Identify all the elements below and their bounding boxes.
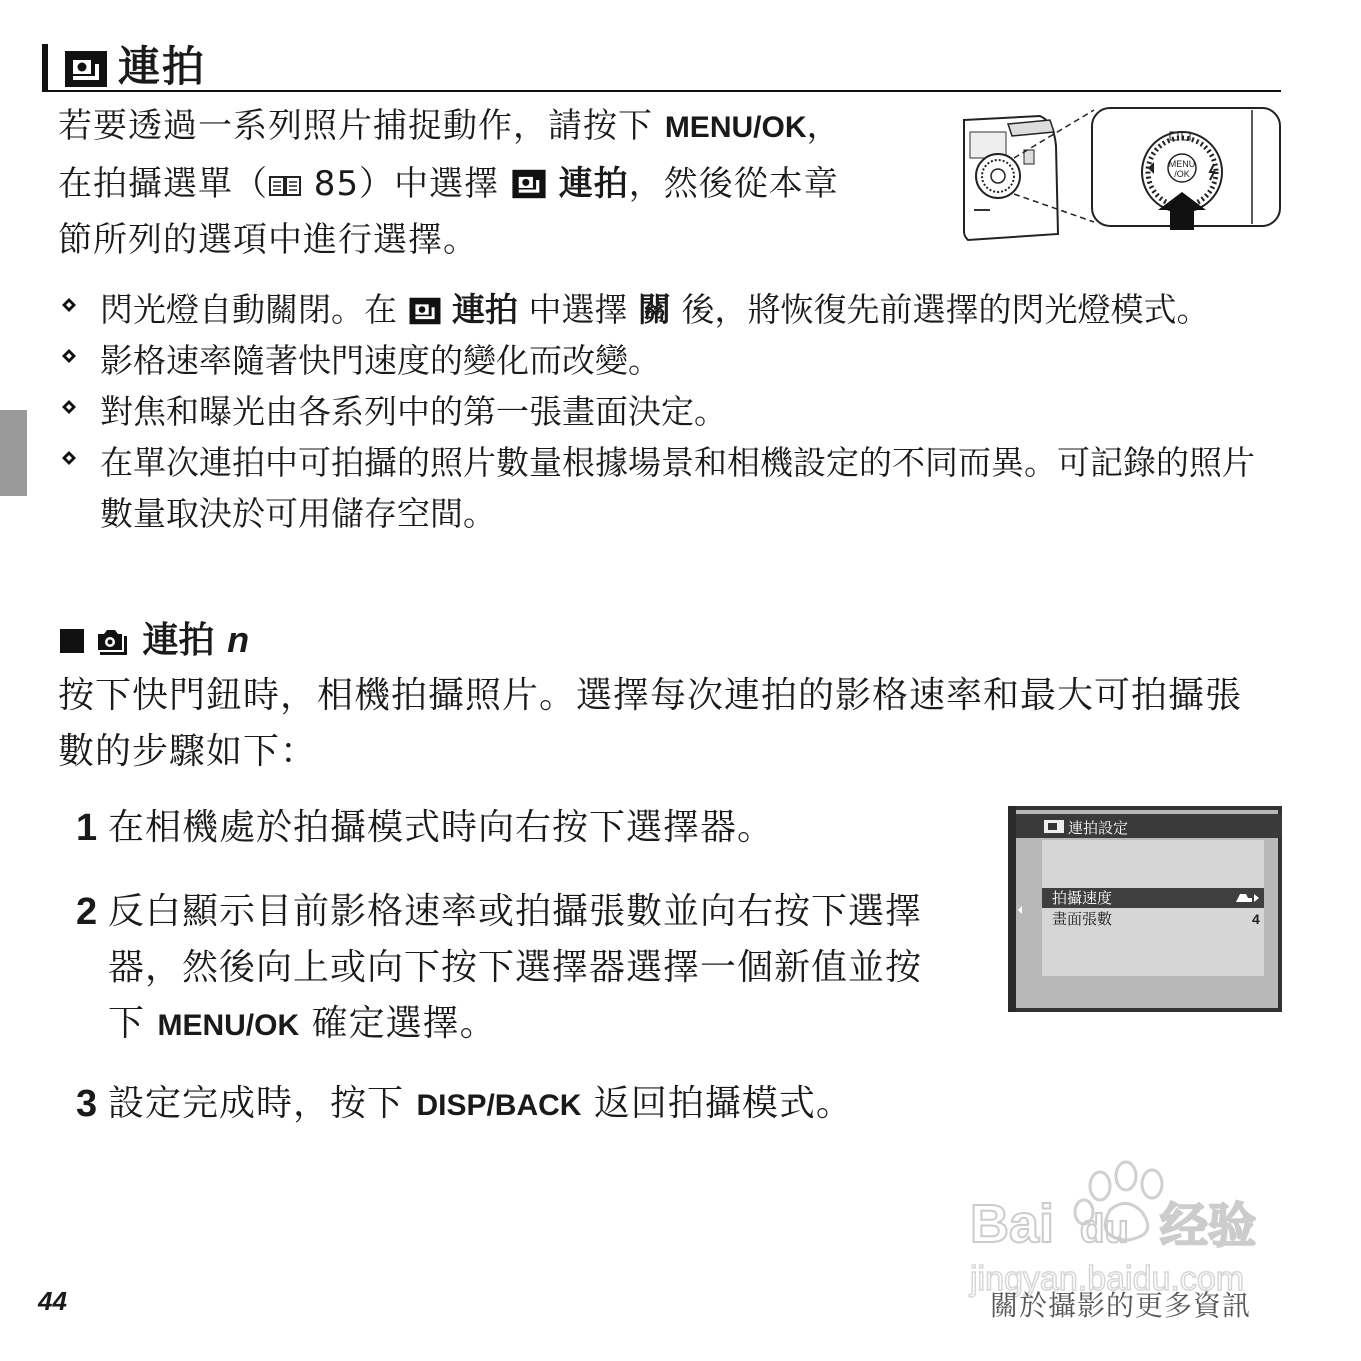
step-text-part: 反白顯示目前影格速率或拍攝張數並向右按下選擇器，然後向上或向下按下選擇器選擇一個新值並按下 xyxy=(108,891,923,1044)
step-2 xyxy=(76,884,976,1054)
off-option: 關 xyxy=(637,290,671,329)
menu-button-label-bottom: /OK xyxy=(1174,169,1190,179)
intro-line2: 在拍攝選單（ xyxy=(58,164,268,204)
section-suffix: n xyxy=(227,619,250,660)
notes-list xyxy=(58,284,1268,539)
menu-item-name: 連拍 xyxy=(558,164,629,204)
chapter-tab xyxy=(0,410,27,496)
note-item xyxy=(58,284,1268,335)
step-number: 1 xyxy=(76,807,99,849)
intro-paragraph xyxy=(58,98,958,268)
step-number: 2 xyxy=(76,891,99,933)
page-number: 44 xyxy=(38,1286,67,1316)
note-pencil-icon xyxy=(58,345,80,367)
note-pencil-icon xyxy=(58,294,80,316)
step-number: 3 xyxy=(76,1083,99,1125)
menu-button-label-top: MENU xyxy=(1168,159,1196,169)
menu-ok-key: MENU/OK xyxy=(664,111,807,144)
intro-line1: 若要透過一系列照片捕捉動作，請按下 xyxy=(58,106,665,146)
note-item xyxy=(58,335,1268,386)
section-description: 按下快門鈕時，相機拍攝照片。選擇每次連拍的影格速率和最大可拍攝張數的步驟如下： xyxy=(58,675,1243,772)
footer-section-title: 關於攝影的更多資訊 xyxy=(990,1289,1252,1322)
book-icon xyxy=(268,173,302,199)
note-pencil-icon xyxy=(58,447,80,469)
note-text: 後，將恢復先前選擇的閃光燈模式。 xyxy=(670,290,1210,329)
watermark-brand2: du xyxy=(1080,1207,1129,1251)
continuous-shooting-icon xyxy=(408,297,442,325)
step-1 xyxy=(76,800,976,856)
note-item-name: 連拍 xyxy=(452,290,518,329)
disp-back-key: DISP/BACK xyxy=(416,1089,582,1122)
watermark-suffix: 经验 xyxy=(1160,1198,1257,1254)
note-text: 對焦和曝光由各系列中的第一張畫面決定。 xyxy=(100,392,727,431)
continuous-shooting-outline-icon xyxy=(94,626,130,656)
title-rule xyxy=(42,90,1281,92)
lcd-row-label: 畫面張數 xyxy=(1052,910,1113,928)
camera-illustration xyxy=(962,106,1282,242)
continuous-shooting-icon xyxy=(64,50,108,88)
menu-ok-key: MENU/OK xyxy=(157,1009,300,1042)
page-title: 連拍 xyxy=(118,42,207,91)
lcd-row-label: 拍攝速度 xyxy=(1052,889,1113,907)
step-text: 在相機處於拍攝模式時向右按下選擇器。 xyxy=(108,807,775,848)
note-item xyxy=(58,437,1268,539)
title-accent-bar xyxy=(42,44,48,90)
lcd-row-value: 4 xyxy=(1252,911,1260,927)
heading-square-icon xyxy=(60,629,84,653)
step-3 xyxy=(76,1076,976,1132)
section-title: 連拍 xyxy=(142,620,215,661)
watermark-url: jingyan.baidu.com xyxy=(970,1260,1245,1298)
continuous-shooting-icon xyxy=(511,169,547,199)
page-ref: 85）中選擇 xyxy=(302,164,511,204)
note-text: 中選擇 xyxy=(518,290,638,329)
step-text xyxy=(108,1076,853,1134)
note-text: 閃光燈自動關閉。在 xyxy=(100,290,408,329)
note-text: 影格速率隨著快門速度的變化而改變。 xyxy=(100,341,661,380)
watermark-brand: Bai xyxy=(970,1194,1055,1254)
step-text-part: 返回拍攝模式。 xyxy=(581,1083,853,1124)
lcd-title: 連拍設定 xyxy=(1068,819,1129,837)
note-item xyxy=(58,386,1268,437)
step-text xyxy=(108,884,948,1054)
step-text-part: 確定選擇。 xyxy=(299,1003,497,1044)
lcd-menu-screenshot xyxy=(1008,806,1282,1012)
step-text-part: 設定完成時，按下 xyxy=(108,1083,417,1124)
note-pencil-icon xyxy=(58,396,80,418)
intro-comma: ， xyxy=(806,106,842,146)
note-text: 在單次連拍中可拍攝的照片數量根據場景和相機設定的不同而異。可記錄的照片數量取決於可用儲存空間。 xyxy=(100,443,1255,533)
intro-line2-end: ，然後從本章 xyxy=(628,164,839,204)
intro-line3: 節所列的選項中進行選擇。 xyxy=(58,220,478,260)
section-heading xyxy=(60,612,249,669)
